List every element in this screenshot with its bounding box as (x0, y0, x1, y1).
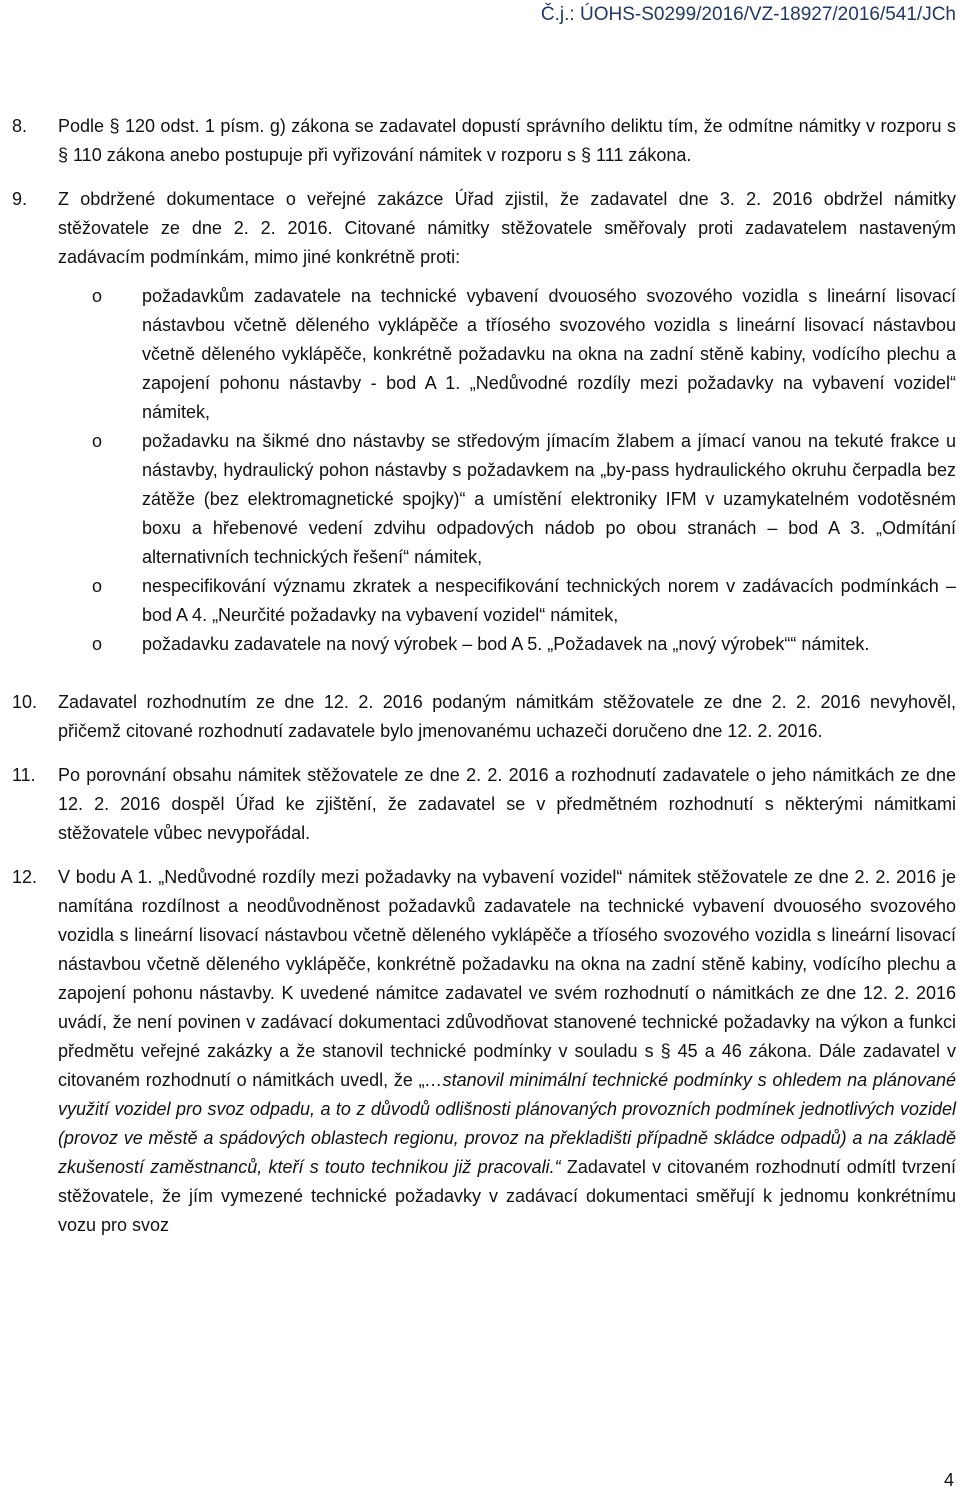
paragraph-12 (12, 863, 956, 1240)
text-segment: Zadavatel v citovaném rozhodnutí odmítl tvrzení stěžovatele, že jím vymezené technické požadavky v zadávací dokumentaci směřují k jednomu konkrétnímu vozu pro svoz (58, 1157, 956, 1235)
paragraph-text: Z obdržené dokumentace o veřejné zakázce Úřad zjistil, že zadavatel dne 3. 2. 2016 obdržel námitky stěžovatele ze dne 2. 2. 2016. Citované námitky stěžovatele směřovaly proti zadavatelem nastaveným zadávacím podmínkám, mimo jiné konkrétně proti: (58, 189, 956, 267)
paragraph-number: 9. (12, 189, 28, 209)
text-segment: V bodu A 1. „Nedůvodné rozdíly mezi požadavky na vybavení vozidel“ námitek stěžovatele ze dne 2. 2. 2016 je namítána rozdílnost a neodůvodněnost požadavků zadavatele na technické vybavení dvouosého svozového vozidla s lineární lisovací nástavbou včetně děleného vyklápěče a tříosého svozového vozidla s lineární lisovací nástavbou včetně děleného vyklápěče, konkrétně požadavku na okna na zadní stěně kabiny, vodícího plechu a zapojení pohonu nástavby. K uvedené námitce zadavatel ve svém rozhodnutí o námitkách ze dne 12. 2. 2016 uvádí, že není povinen v zadávací dokumentaci zdůvodňovat stanovené technické požadavky na výkon a funkci předmětu veřejné zakázky a že stanovil technické podmínky v souladu s § 45 a 46 zákona. Dále zadavatel v citovaném rozhodnutí o námitkách uvedl, že „ (58, 867, 956, 1090)
list-item (58, 282, 956, 427)
paragraph-text (58, 863, 956, 1240)
document-body (12, 112, 956, 1255)
paragraph-text: Podle § 120 odst. 1 písm. g) zákona se zadavatel dopustí správního deliktu tím, že odmítne námitky v rozporu s § 110 zákona anebo postupuje při vyřizování námitek v rozporu s § 111 zákona. (58, 116, 956, 165)
paragraph-number: 11. (12, 765, 36, 785)
paragraph-body (58, 185, 956, 673)
paragraph-text: Po porovnání obsahu námitek stěžovatele ze dne 2. 2. 2016 a rozhodnutí zadavatele o jeho námitkách ze dne 12. 2. 2016 dospěl Úřad ke zjištění, že zadavatel se v předmětném rozhodnutí s některými námitkami stěžovatele vůbec nevypořádal. (58, 765, 956, 843)
paragraph-10 (12, 688, 956, 746)
bullet-marker: o (92, 576, 103, 596)
page-number: 4 (943, 1470, 954, 1490)
paragraph-11 (12, 761, 956, 848)
bullet-marker: o (92, 431, 103, 451)
paragraph-9 (12, 185, 956, 673)
list-item-text: požadavku zadavatele na nový výrobek – bod A 5. „Požadavek na „nový výrobek““ námitek. (142, 634, 870, 654)
list-item-text: požadavkům zadavatele na technické vybavení dvouosého svozového vozidla s lineární lisovací nástavbou včetně děleného vyklápěče a tříosého svozového vozidla s lineární lisovací nástavbou včetně děleného vyklápěče, konkrétně požadavku na okna na zadní stěně kabiny, vodícího plechu a zapojení pohonu nástavby - bod A 1. „Nedůvodné rozdíly mezi požadavky na vybavení vozidel“ námitek, (142, 286, 956, 422)
paragraph-text: Zadavatel rozhodnutím ze dne 12. 2. 2016 podaným námitkám stěžovatele ze dne 2. 2. 2016 nevyhověl, přičemž citované rozhodnutí zadavatele bylo jmenovanému uchazeči doručeno dne 12. 2. 2016. (58, 692, 956, 741)
reference-number: Č.j.: ÚOHS-S0299/2016/VZ-18927/2016/541/JCh (540, 4, 956, 25)
bullet-marker: o (92, 286, 103, 306)
paragraph-number: 12. (12, 867, 38, 887)
paragraph-8 (12, 112, 956, 170)
quoted-text: …stanovil minimální technické podmínky s ohledem na plánované využití vozidel pro svoz odpadu, a to z důvodů odlišnosti plánovaných provozních podmínek jednotlivých vozidel (provoz ve městě a spádových oblastech regionu, provoz na překladišti případně skládce odpadů) a na základě zkušeností zaměstnanců, kteří s touto technikou již pracovali.“ (58, 1070, 956, 1177)
paragraph-number: 10. (12, 692, 38, 712)
bullet-marker: o (92, 634, 103, 654)
list-item (58, 572, 956, 630)
objection-list (58, 282, 956, 659)
list-item-text: požadavku na šikmé dno nástavby se středovým jímacím žlabem a jímací vanou na tekuté frakce u nástavby, hydraulický pohon nástavby s požadavkem na „by-pass hydraulického okruhu čerpadla bez zátěže (bez elektromagnetické spojky)“ a umístění elektroniky IFM v uzamykatelném vodotěsném boxu a hřebenové vedení zdvihu odpadových nádob po obou stranách – bod A 3. „Odmítání alternativních technických řešení“ námitek, (142, 431, 956, 567)
paragraph-number: 8. (12, 116, 28, 136)
list-item (58, 427, 956, 572)
list-item-text: nespecifikování významu zkratek a nespecifikování technických norem v zadávacích podmínkách – bod A 4. „Neurčité požadavky na vybavení vozidel“ námitek, (142, 576, 956, 625)
list-item (58, 630, 956, 659)
